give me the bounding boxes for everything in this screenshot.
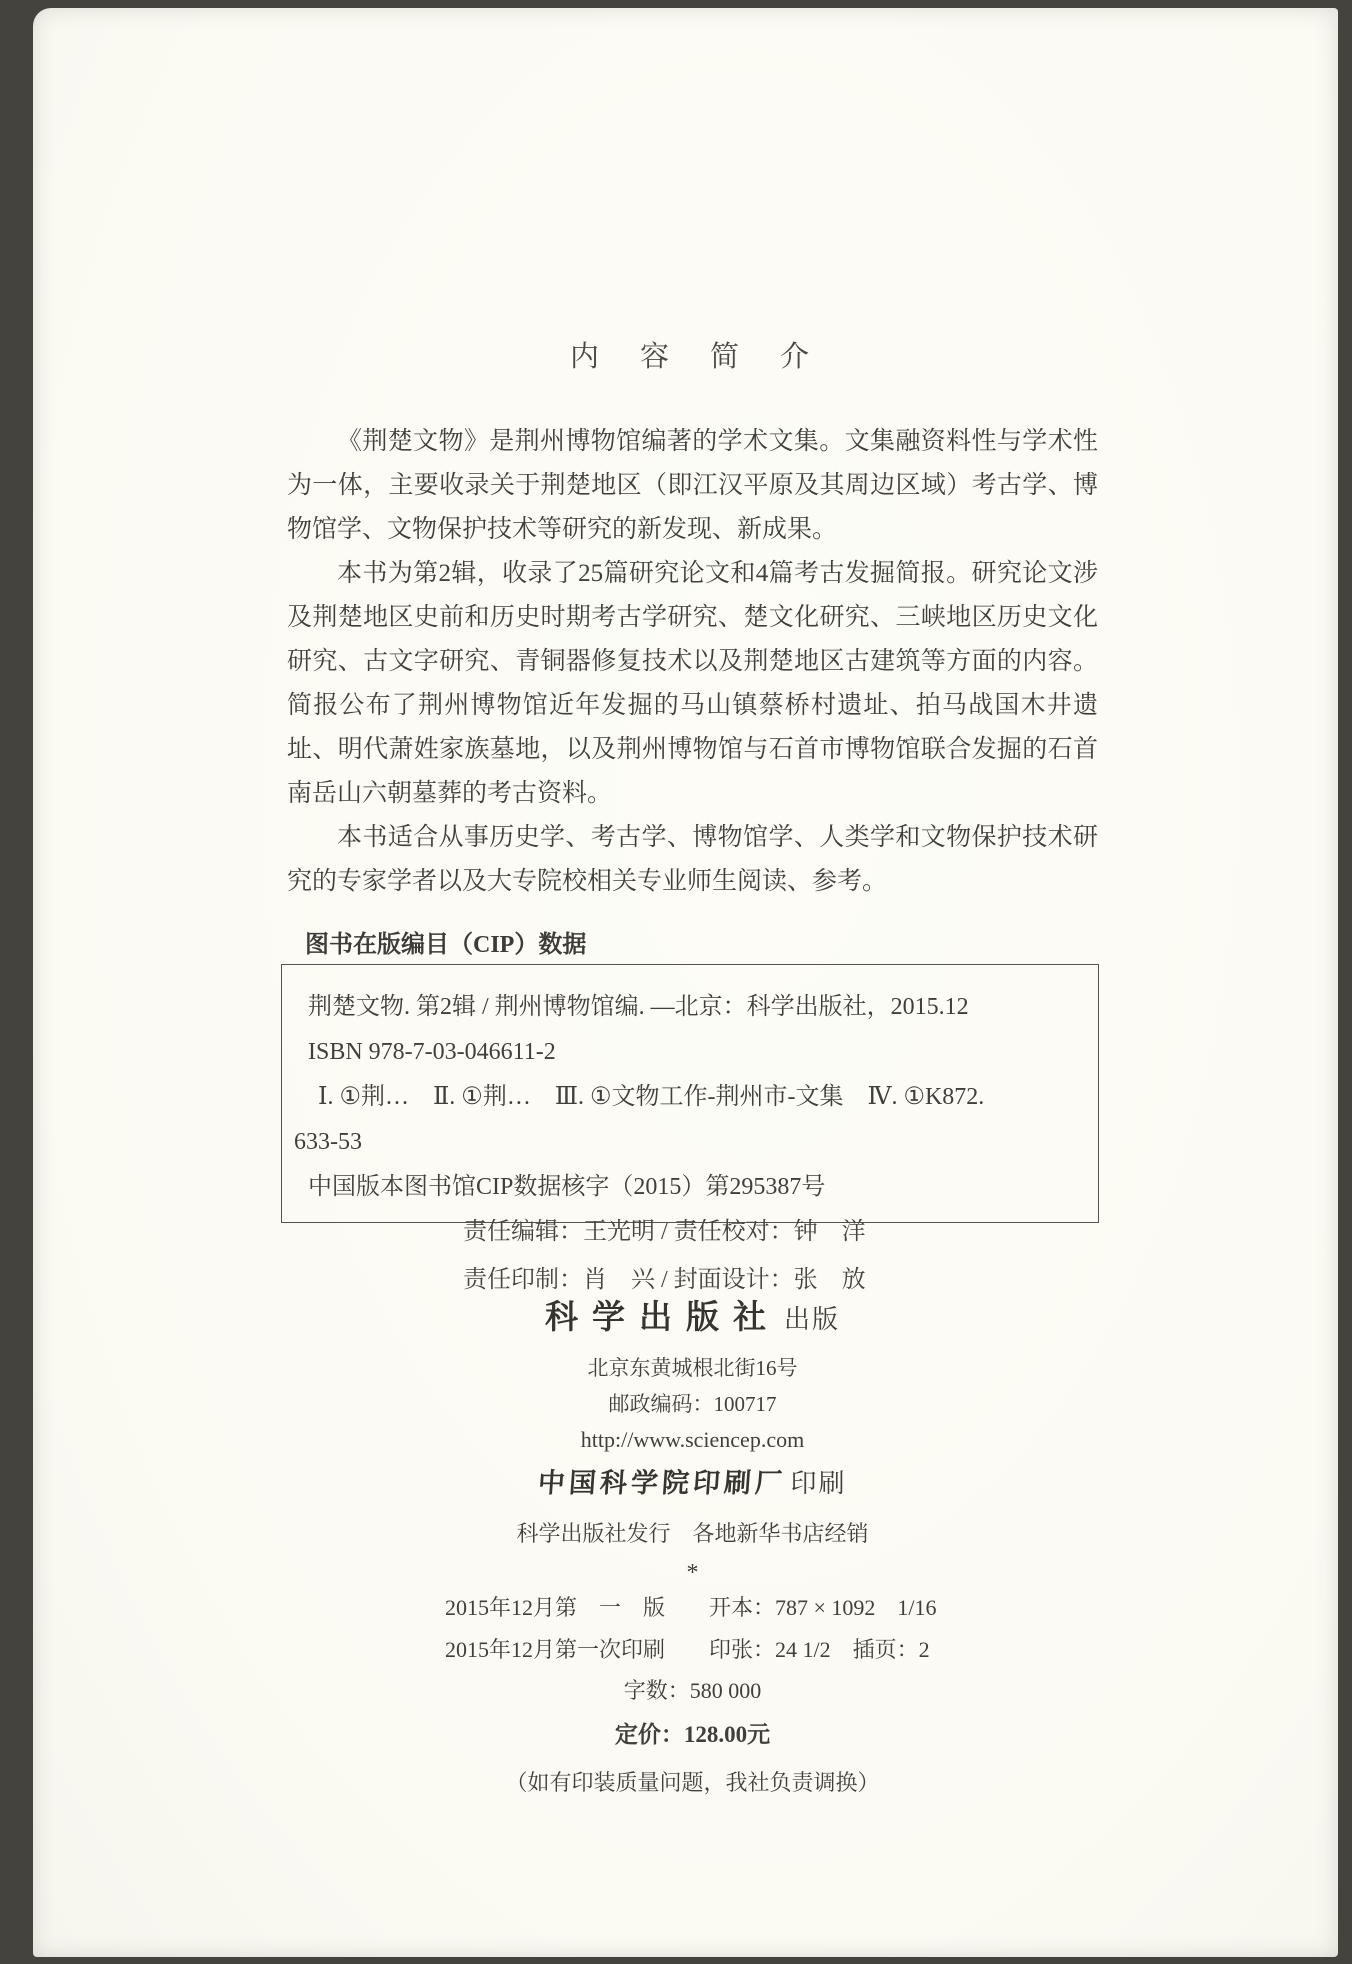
- publisher-website: http://www.sciencep.com: [580, 1427, 805, 1452]
- word-count-line: 字数：580 000: [623, 1678, 762, 1703]
- impression-row: [287, 1629, 1098, 1671]
- staff-credits: [463, 1208, 866, 1304]
- intro-section: [287, 420, 1098, 904]
- price-line: 定价：128.00元: [614, 1722, 771, 1747]
- section-separator-star: *: [686, 1560, 699, 1586]
- staff-editors-line: 责任编辑：王光明 / 责任校对：钟 洋: [463, 1219, 866, 1245]
- cip-registry-line: 中国版本图书馆CIP数据核字（2015）第295387号: [308, 1174, 826, 1200]
- intro-paragraph: 《荆楚文物》是荆州博物馆编著的学术文集。文集融资料性与学术性为一体，主要收录关于荆楚地区（即江汉平原及其周边区域）考古学、博物馆学、文物保护技术等研究的新发现、新成果。: [287, 428, 1098, 543]
- book-page-sheet: [33, 8, 1338, 1957]
- cip-record-line: 荆楚文物. 第2辑 / 荆州博物馆编. —北京：科学出版社，2015.12: [308, 994, 969, 1020]
- section-title: 内 容 简 介: [569, 341, 815, 373]
- printer-line: [287, 1460, 1098, 1511]
- cip-classification-continuation: 633-53: [294, 1129, 362, 1155]
- printer-role-label: 印刷: [790, 1469, 847, 1498]
- cip-header: 图书在版编目（CIP）数据: [305, 932, 587, 958]
- edition-date: 2015年12月第 一 版: [445, 1595, 666, 1620]
- edition-row: [287, 1587, 1098, 1629]
- publisher-line: [287, 1296, 1098, 1346]
- intro-paragraph: 本书适合从事历史学、考古学、博物馆学、人类学和文物保护技术研究的专家学者以及大专院校相关专业师生阅读、参考。: [287, 824, 1098, 895]
- cip-isbn-line: ISBN 978-7-03-046611-2: [308, 1039, 556, 1065]
- colophon: [287, 1296, 1098, 1803]
- cip-classification-line: Ⅰ. ①荆… Ⅱ. ①荆… Ⅲ. ①文物工作-荆州市-文集 Ⅳ. ①K872.: [318, 1084, 985, 1110]
- staff-printing-line: 责任印制：肖 兴 / 封面设计：张 放: [463, 1267, 866, 1293]
- intro-paragraph: 本书为第2辑，收录了25篇研究论文和4篇考古发掘简报。研究论文涉及荆楚地区史前和历史时期考古学研究、楚文化研究、三峡地区历史文化研究、古文字研究、青铜器修复技术以及荆楚地区古建筑等方面的内容。简报公布了荆州博物馆近年发掘的马山镇蔡桥村遗址、拍马战国木井遗址、明代萧姓家族墓地，以及荆州博物馆与石首市博物馆联合发掘的石首南岳山六朝墓葬的考古资料。: [287, 560, 1098, 807]
- publisher-role-label: 出版: [783, 1305, 840, 1334]
- cip-box: [281, 964, 1099, 1223]
- publisher-address: 北京东黄城根北街16号: [587, 1356, 798, 1380]
- format-spec: 开本：787 × 1092 1/16: [709, 1595, 937, 1620]
- sheets-spec: 印张：24 1/2 插页：2: [709, 1637, 930, 1662]
- science-press-logo: 科学出版社: [544, 1300, 780, 1336]
- quality-note-line: （如有印装质量问题，我社负责调换）: [505, 1770, 880, 1795]
- cas-printing-house-logo: 中国科学院印刷厂: [537, 1468, 788, 1498]
- impression-date: 2015年12月第一次印刷: [445, 1637, 666, 1662]
- distribution-line: 科学出版社发行 各地新华书店经销: [516, 1521, 869, 1546]
- publisher-postcode: 邮政编码：100717: [608, 1392, 777, 1416]
